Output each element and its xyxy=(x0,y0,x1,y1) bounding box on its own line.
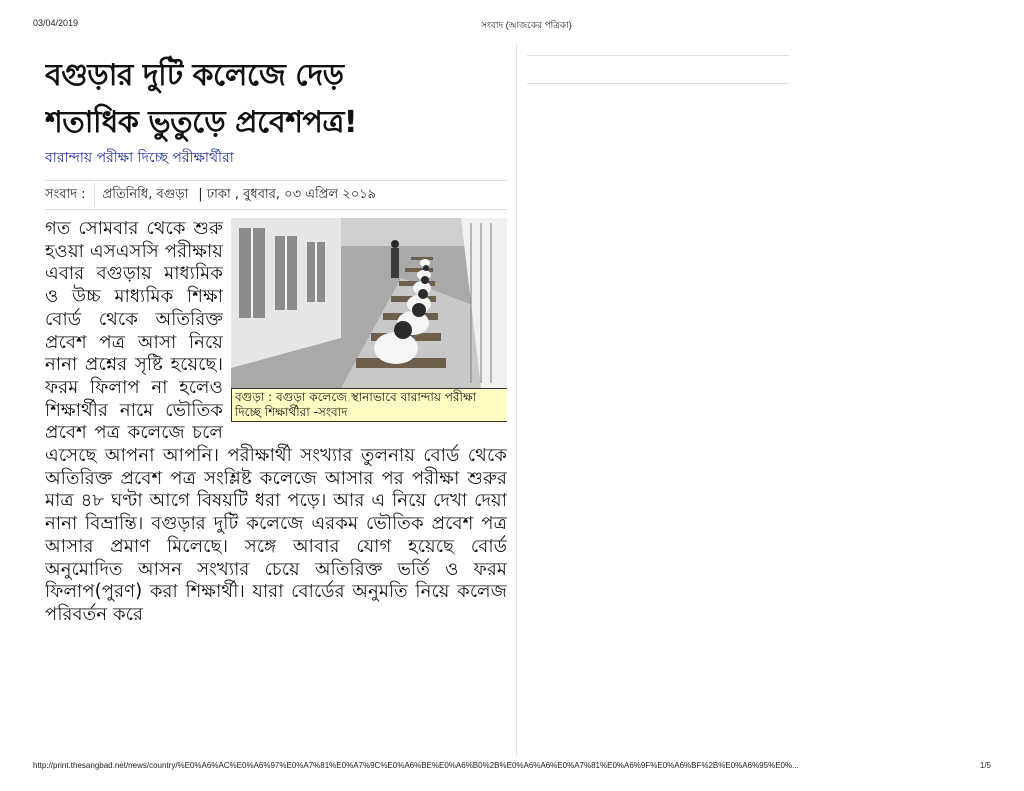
headline-line-2: শতাধিক ভুতুড়ে প্রবেশপত্র! xyxy=(45,105,358,140)
headline-line-1: বগুড়ার দুটি কলেজে দেড় xyxy=(45,58,344,93)
print-header xyxy=(33,18,991,34)
print-date: 03/04/2019 xyxy=(33,18,79,28)
article-body xyxy=(45,218,507,627)
print-page-number: 1/5 xyxy=(979,761,991,770)
headline xyxy=(45,52,507,146)
article-body-text: গত সোমবার থেকে শুরু হওয়া এসএসসি পরীক্ষায় এবার বগুড়ায় মাধ্যমিক ও উচ্চ মাধ্যমিক শিক্ষা বোর্ড থেকে অতিরিক্ত প্রবেশ পত্র আসা নিয়ে নানা প্রশ্নের সৃষ্টি হয়েছে। ফরম ফিলাপ না হলেও শিক্ষার্থীর নামে ভৌতিক প্রবেশ পত্র কলেজে চলে এসেছে আপনা আপনি। পরীক্ষার্থী সংখ্যার তুলনায় বোর্ড থেকে অতিরিক্ত প্রবেশ পত্র সংশ্লিষ্ট কলেজে আসার পর পরীক্ষা শুরুর মাত্র ৪৮ ঘণ্টা আগে বিষয়টি ধরা পড়ে। আর এ নিয়ে দেখা দেয়া নানা বিভ্রান্তি। বগুড়ার দুটি কলেজে এরকম ভৌতিক প্রবেশ পত্র আসার প্রমাণ মিলেছে। সঙ্গে আবার যোগ হয়েছে বোর্ড অনুমোদিত আসন সংখ্যার চেয়ে অতিরিক্ত ভর্তি ও ফরম ফিলাপ(পুরণ) করা শিক্ষার্থী। যারা বোর্ডের অনুমতি নিয়ে কলেজ পরিবর্তন করে xyxy=(45,218,507,625)
print-source-url: http://print.thesangbad.net/news/country/%E0%A6%AC%E0%A6%97%E0%A7%81%E0%A7%9C%E0%A6%BE%E0%A6%B0%2B%E0%A6%A6%E0%A7%81%E0%A6%9F%E0%A6%BF%2B%E0%A6%95%E0%... xyxy=(33,761,799,770)
byline-divider xyxy=(94,183,95,207)
article xyxy=(45,52,507,758)
sidebar-rule-bottom xyxy=(527,83,789,84)
source-label: সংবাদ : xyxy=(45,186,86,202)
exam-corridor-illustration xyxy=(231,218,507,388)
print-page-title: সংবাদ (আজকের পত্রিকা) xyxy=(481,20,572,30)
reporter-name: প্রতিনিধি, বগুড়া xyxy=(102,186,189,202)
print-footer xyxy=(33,761,991,775)
byline-row xyxy=(45,180,507,210)
sidebar-divider xyxy=(516,44,517,756)
photo-figure xyxy=(231,218,507,424)
photo-caption: বগুড়া : বগুড়া কলেজে স্থানাভাবে বারান্দায় পরীক্ষা দিচ্ছে শিক্ষার্থীরা -সংবাদ xyxy=(231,388,507,422)
sidebar-rule-top xyxy=(527,55,789,56)
exam-corridor-photo xyxy=(231,218,507,388)
dateline: | ঢাকা , বুধবার, ০৩ এপ্রিল ২০১৯ xyxy=(198,186,377,202)
subheadline: বারান্দায় পরীক্ষা দিচ্ছে পরীক্ষার্থীরা xyxy=(45,150,234,166)
